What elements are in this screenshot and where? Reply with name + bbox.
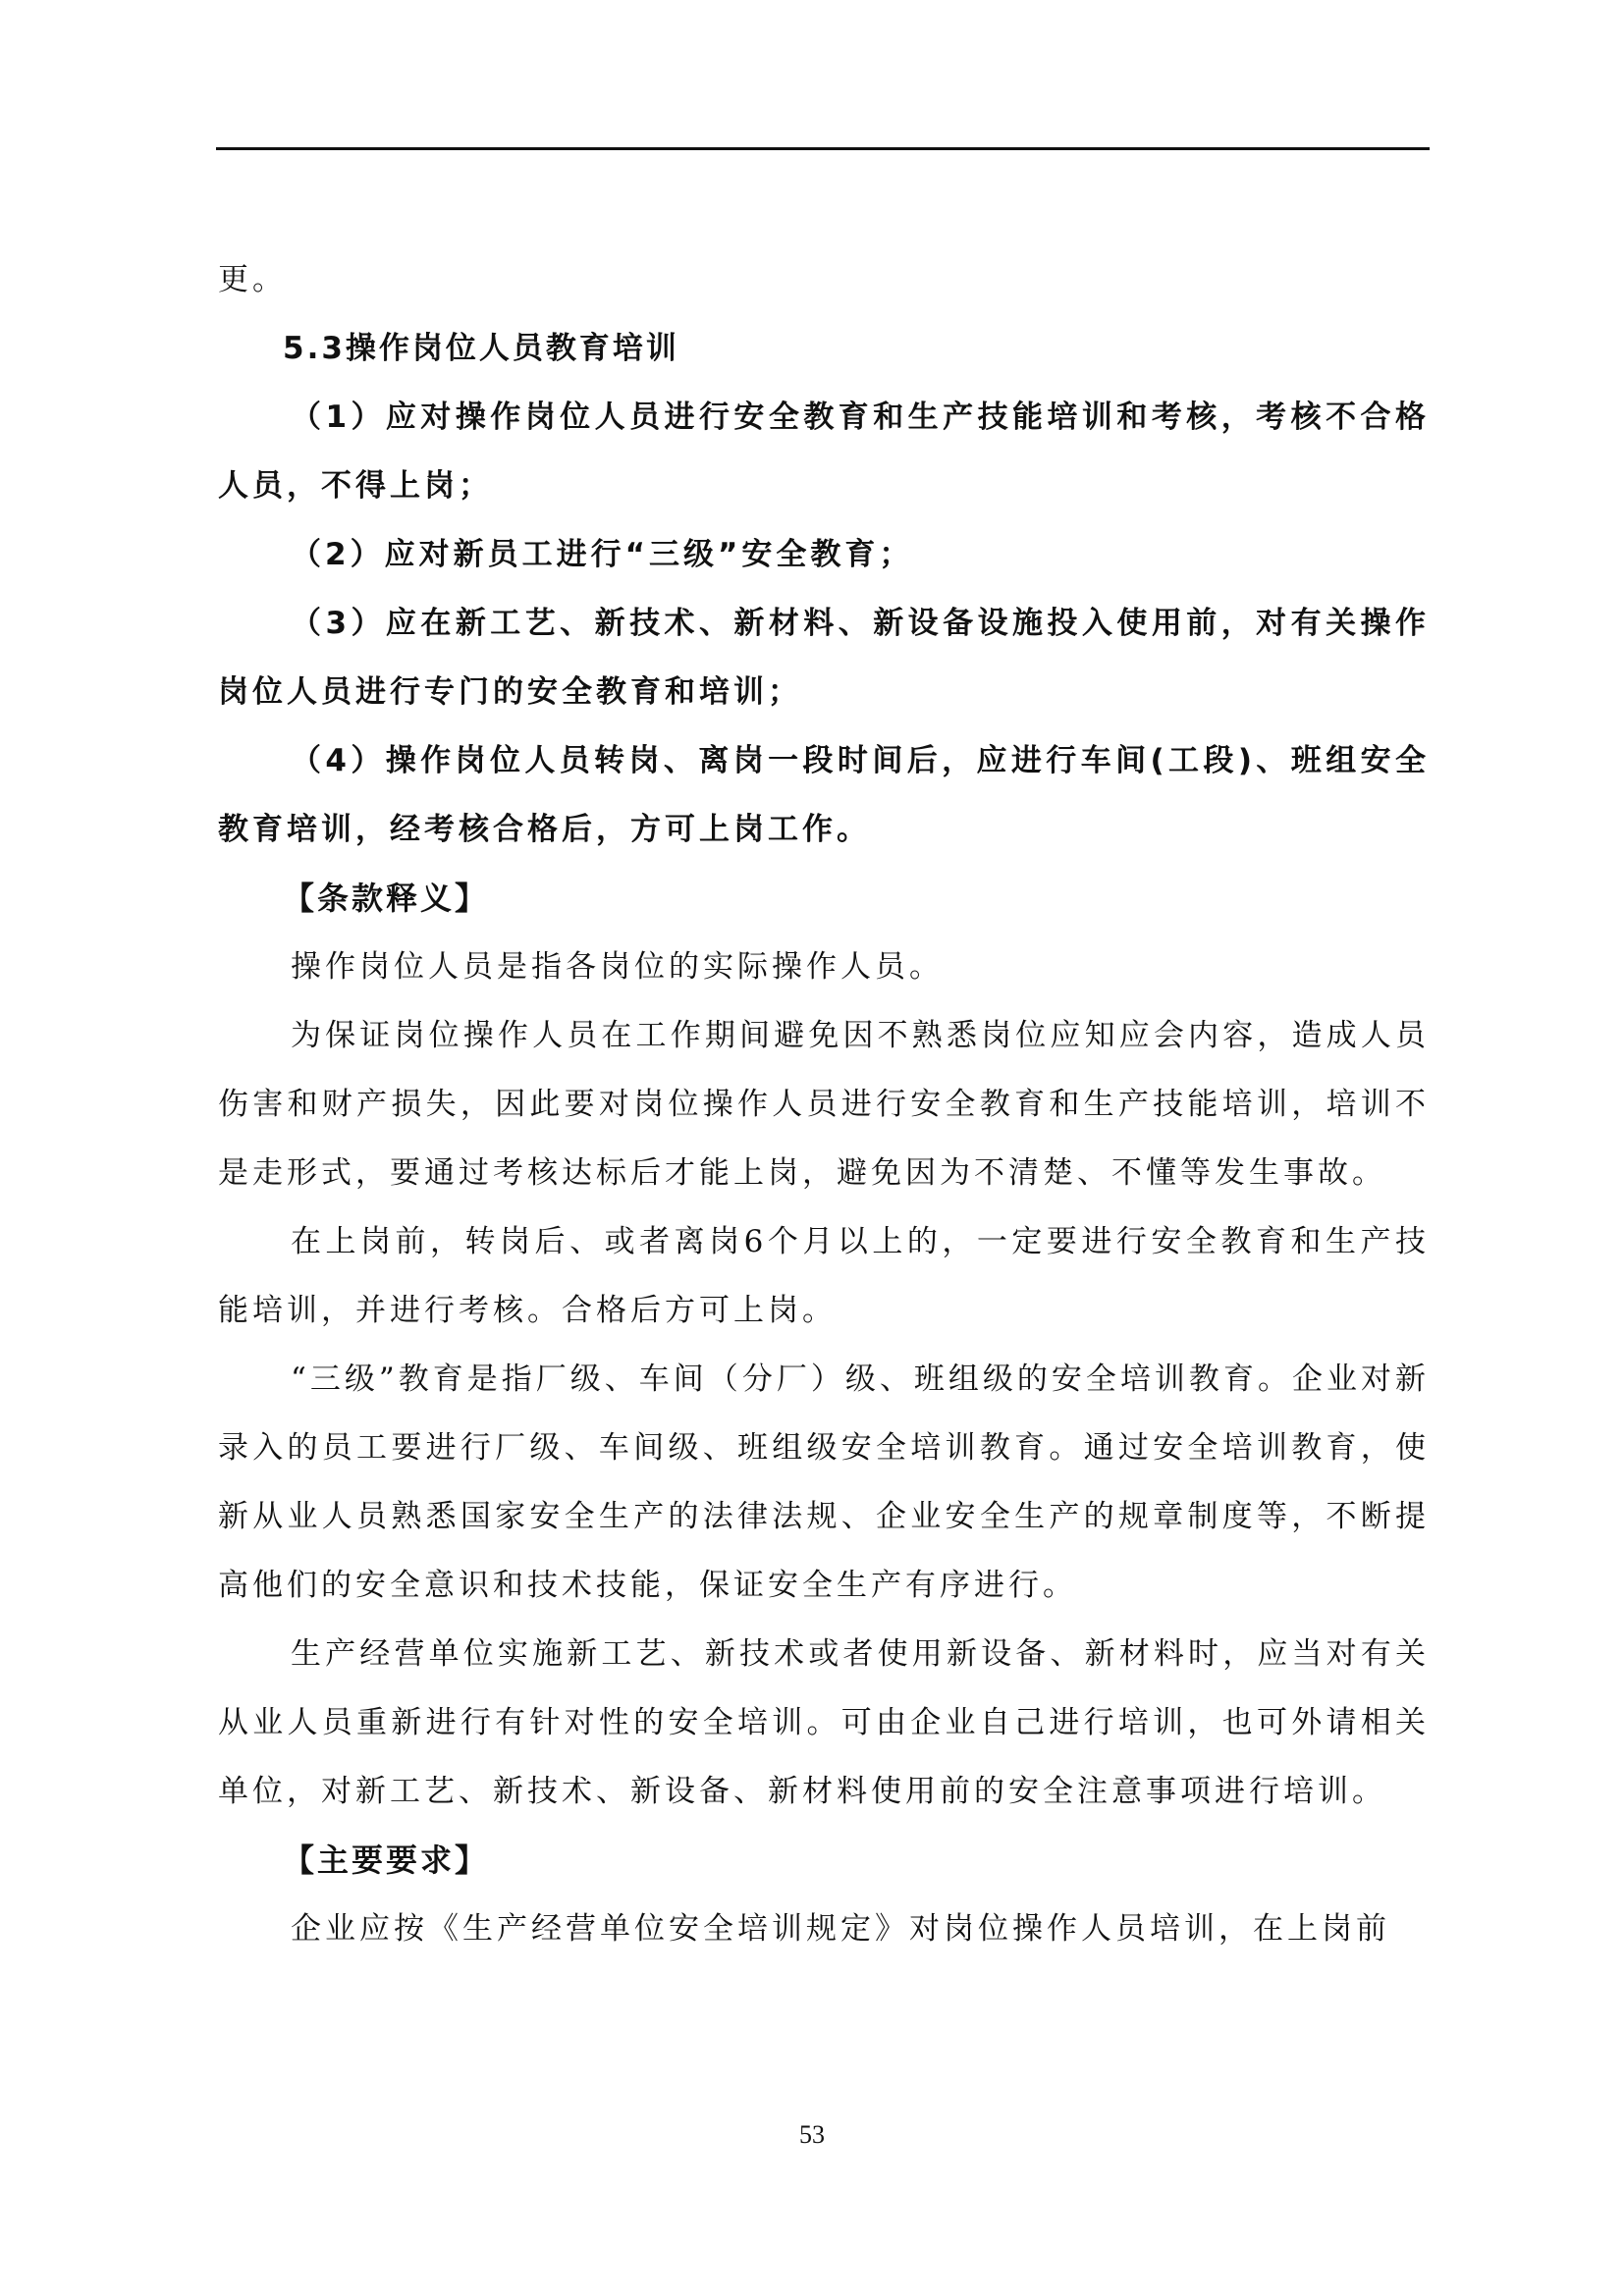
- paragraph-timing: 在上岗前，转岗后、或者离岗6个月以上的，一定要进行安全教育和生产技能培训，并进行考核。合格后方可上岗。: [218, 1224, 1430, 1328]
- paragraph-definition: 操作岗位人员是指各岗位的实际操作人员。: [291, 949, 944, 985]
- paragraph-requirement-text: 企业应按《生产经营单位安全培训规定》对岗位操作人员培训，在上岗前: [291, 1911, 1390, 1947]
- clause-item-2: （2）应对新员工进行“三级”安全教育；: [291, 537, 914, 572]
- paragraph-continuation: 更。: [218, 262, 287, 297]
- paragraph-three-level: “三级”教育是指厂级、车间（分厂）级、班组级的安全培训教育。企业对新录入的员工要进行厂级、车间级、班组级安全培训教育。通过安全培训教育，使新从业人员熟悉国家安全生产的法律法规、企业安全生产的规章制度等，不断提高他们的安全意识和技术技能，保证安全生产有序进行。: [218, 1362, 1430, 1603]
- section-heading-5-3: 5.3操作岗位人员教育培训: [283, 331, 679, 366]
- clause-item-3: （3）应在新工艺、新技术、新材料、新设备设施投入使用前，对有关操作岗位人员进行专门的安全教育和培训；: [218, 606, 1430, 710]
- page-body: [218, 245, 1430, 1963]
- paragraph-new-technology: 生产经营单位实施新工艺、新技术或者使用新设备、新材料时，应当对有关从业人员重新进行有针对性的安全培训。可由企业自己进行培训，也可外请相关单位，对新工艺、新技术、新设备、新材料使用前的安全注意事项进行培训。: [218, 1636, 1430, 1809]
- paragraph-purpose: 为保证岗位操作人员在工作期间避免因不熟悉岗位应知应会内容，造成人员伤害和财产损失，因此要对岗位操作人员进行安全教育和生产技能培训，培训不是走形式，要通过考核达标后才能上岗，避免因为不清楚、不懂等发生事故。: [218, 1018, 1430, 1191]
- header-rule: [216, 147, 1430, 150]
- page-number: 53: [799, 2120, 825, 2149]
- clause-item-4: （4）操作岗位人员转岗、离岗一段时间后，应进行车间(工段)、班组安全教育培训，经考核合格后，方可上岗工作。: [218, 743, 1430, 847]
- clause-item-1: （1）应对操作岗位人员进行安全教育和生产技能培训和考核，考核不合格人员，不得上岗；: [218, 400, 1430, 504]
- heading-main-requirements: 【主要要求】: [283, 1842, 490, 1879]
- heading-clause-interpretation: 【条款释义】: [283, 880, 490, 917]
